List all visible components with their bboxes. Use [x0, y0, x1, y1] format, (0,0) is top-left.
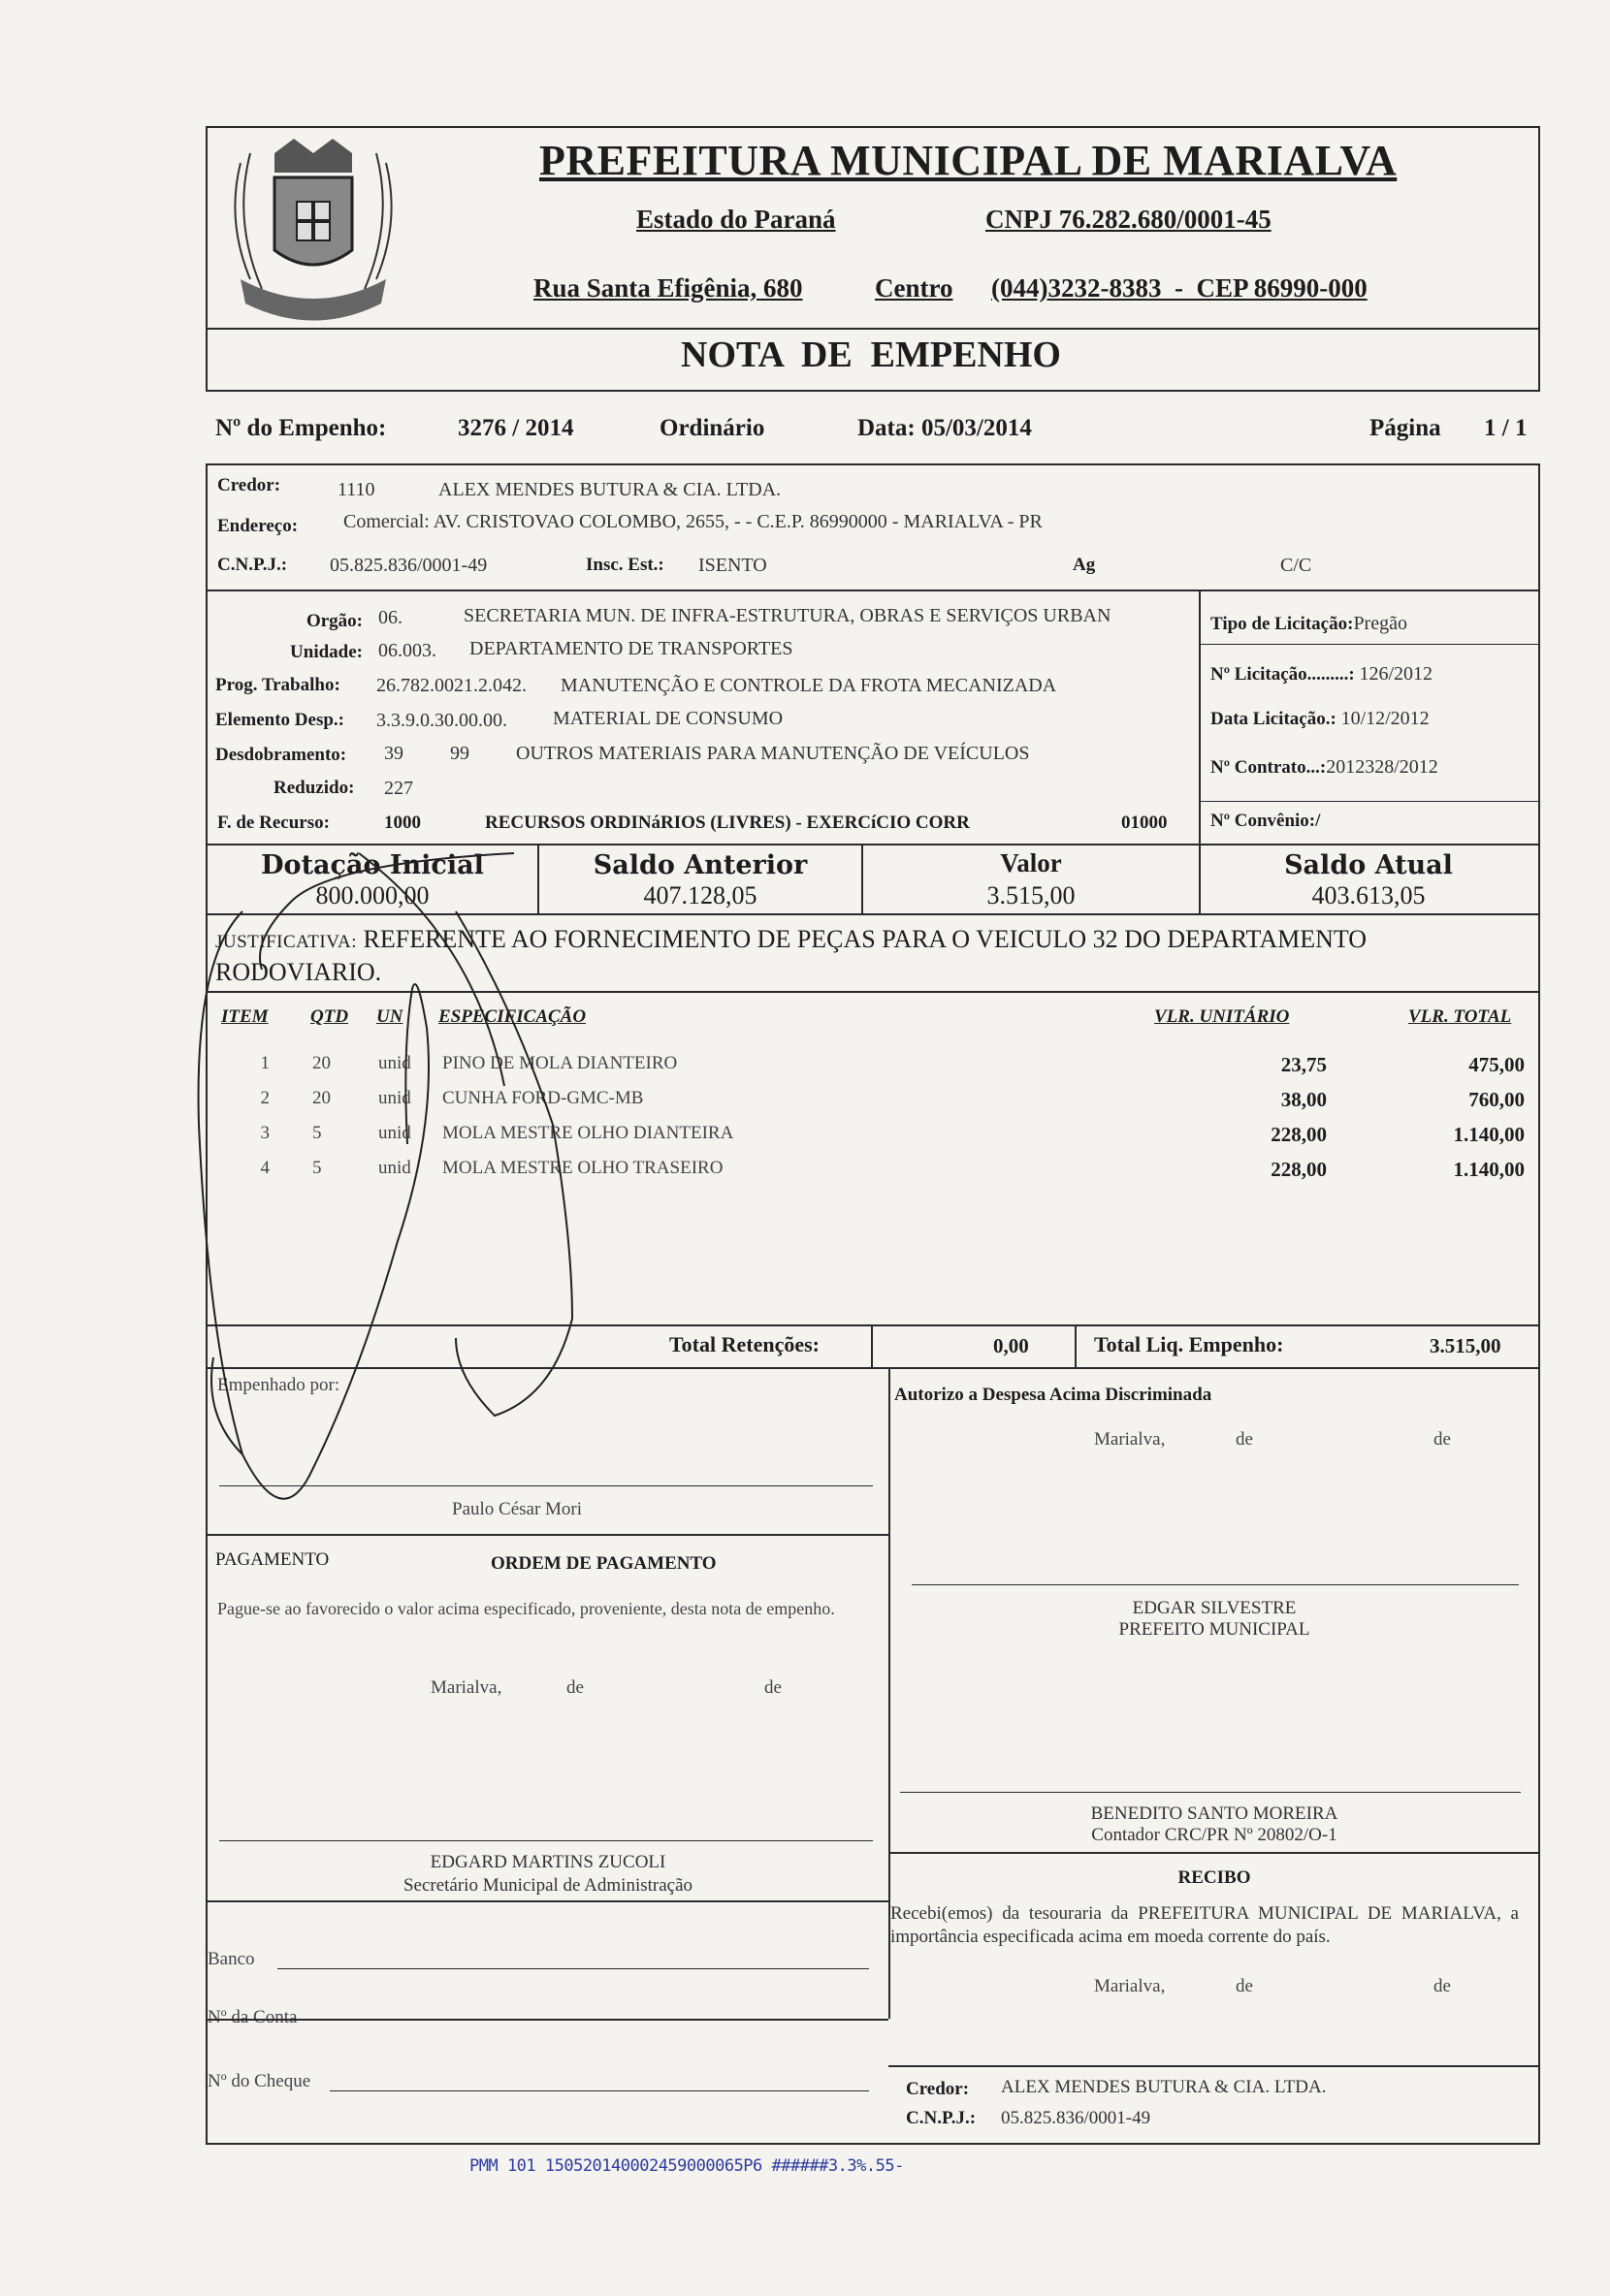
- autorizo-de1: de: [1236, 1429, 1253, 1450]
- divider: [888, 2065, 1538, 2067]
- total-liq-label: Total Liq. Empenho:: [1094, 1332, 1284, 1356]
- orgao-code: 06.: [378, 607, 402, 628]
- desdob-label: Desdobramento:: [215, 745, 347, 765]
- orgao-name: SECRETARIA MUN. DE INFRA-ESTRUTURA, OBRAS E SERVIÇOS URBAN: [464, 605, 1111, 626]
- cnpj-header: CNPJ 76.282.680/0001-45: [985, 205, 1272, 234]
- col-vlr-total: VLR. TOTAL: [1408, 1006, 1512, 1027]
- pagamento-marialva: Marialva,: [431, 1677, 502, 1698]
- item-especificacao: MOLA MESTRE OLHO TRASEIRO: [442, 1158, 724, 1178]
- phone-cep: (044)3232-8383 - CEP 86990-000: [991, 273, 1368, 303]
- contrato-value: 2012328/2012: [1326, 756, 1438, 778]
- prog-code: 26.782.0021.2.042.: [376, 675, 527, 696]
- recibo-de2: de: [1433, 1976, 1451, 1996]
- signature-line: [219, 1840, 873, 1841]
- item-vlr-unitario: 23,75: [1280, 1053, 1327, 1076]
- saldo-atual-label: Saldo Atual: [1284, 850, 1453, 880]
- valor-value: 3.515,00: [986, 881, 1076, 909]
- item-un: unid: [378, 1053, 411, 1073]
- desdob-sub: 99: [450, 743, 469, 764]
- tipo-licitacao-label-text: Tipo de Licitação:: [1210, 614, 1354, 634]
- num-licitacao-label-text: Nº Licitação.........:: [1210, 664, 1355, 685]
- item-number: 2: [260, 1088, 270, 1108]
- orgao-label: Orgão:: [306, 611, 363, 631]
- elemento-label: Elemento Desp.:: [215, 710, 344, 730]
- credor-cnpj: 05.825.836/0001-49: [330, 555, 488, 576]
- insc-label: Insc. Est.:: [586, 555, 664, 575]
- empenho-number: 3276 / 2014: [458, 415, 574, 441]
- machine-stamp: PMM 101 150520140002459000065P6 ######3.3%.55-: [469, 2156, 904, 2176]
- saldo-anterior-label: Saldo Anterior: [593, 850, 808, 880]
- pagamento-de2: de: [764, 1677, 782, 1698]
- total-liq-value: 3.515,00: [1430, 1334, 1501, 1357]
- num-licitacao-label: [1210, 663, 1433, 686]
- convenio-label: Nº Convênio:/: [1210, 811, 1321, 831]
- divider: [1199, 644, 1538, 645]
- item-vlr-unitario: 38,00: [1280, 1088, 1327, 1111]
- empenhado-nome: Paulo César Mori: [452, 1499, 583, 1519]
- cc-label: C/C: [1280, 555, 1312, 576]
- tipo-licitacao-value: Pregão: [1353, 613, 1407, 634]
- item-un: unid: [378, 1158, 411, 1178]
- saldo-atual-value: 403.613,05: [1311, 881, 1426, 909]
- valor-label: Valor: [1000, 848, 1062, 877]
- municipality-title: PREFEITURA MUNICIPAL DE MARIALVA: [539, 137, 1398, 184]
- pagamento-de1: de: [566, 1677, 584, 1698]
- credor-name: ALEX MENDES BUTURA & CIA. LTDA.: [438, 479, 782, 500]
- elemento-name: MATERIAL DE CONSUMO: [553, 708, 784, 729]
- item-vlr-total: 1.140,00: [1453, 1123, 1525, 1146]
- justificativa-text-line2: RODOVIARIO.: [215, 958, 382, 986]
- divider: [1075, 1324, 1077, 1367]
- divider: [206, 590, 1538, 591]
- prefeito-cargo: PREFEITO MUNICIPAL: [1118, 1619, 1310, 1640]
- saldo-anterior-value: 407.128,05: [643, 881, 757, 909]
- item-qtd: 5: [312, 1158, 322, 1178]
- empenho-number-label: Nº do Empenho:: [215, 415, 387, 441]
- desdob-code: 39: [384, 743, 403, 764]
- empenho-date: Data: 05/03/2014: [857, 415, 1032, 441]
- page-label: Página: [1369, 415, 1441, 441]
- conta-label: Nº da Conta: [208, 2007, 298, 2027]
- divider: [1199, 591, 1201, 844]
- unidade-code: 06.003.: [378, 640, 436, 661]
- recurso-label: F. de Recurso:: [217, 813, 330, 833]
- pagamento-text: Pague-se ao favorecido o valor acima especificado, proveniente, desta nota de empenho.: [217, 1599, 835, 1618]
- recurso-code: 1000: [384, 813, 421, 833]
- district: Centro: [875, 273, 953, 303]
- divider: [206, 2019, 888, 2021]
- data-licitacao-label-text: Data Licitação.:: [1210, 709, 1336, 729]
- num-licitacao-value: 126/2012: [1359, 663, 1433, 685]
- credor-cnpj-label: C.N.P.J.:: [217, 555, 288, 575]
- divider: [871, 1324, 873, 1367]
- cheque-line[interactable]: [330, 2090, 869, 2091]
- recibo-credor: ALEX MENDES BUTURA & CIA. LTDA.: [1001, 2077, 1327, 2097]
- contador-nome: BENEDITO SANTO MOREIRA: [1090, 1803, 1338, 1824]
- retencoes-label: Total Retenções:: [669, 1332, 820, 1356]
- recurso-name: RECURSOS ORDINáRIOS (LIVRES) - EXERCíCIO CORR: [485, 813, 970, 833]
- autorizo-de2: de: [1433, 1429, 1451, 1450]
- divider: [888, 1852, 1538, 1854]
- pagamento-label: PAGAMENTO: [215, 1549, 330, 1570]
- credor-label: Credor:: [217, 475, 281, 495]
- address: Rua Santa Efigênia, 680: [533, 273, 803, 303]
- prog-label: Prog. Trabalho:: [215, 675, 340, 695]
- divider: [1199, 801, 1538, 802]
- recurso-number: 01000: [1121, 813, 1168, 833]
- ag-label: Ag: [1073, 555, 1096, 575]
- col-item: ITEM: [221, 1006, 269, 1027]
- reduzido-label: Reduzido:: [274, 778, 355, 798]
- prog-name: MANUTENÇÃO E CONTROLE DA FROTA MECANIZADA: [561, 675, 1057, 696]
- data-licitacao-label: [1210, 708, 1430, 730]
- page-number: 1 / 1: [1484, 415, 1528, 441]
- unidade-label: Unidade:: [290, 642, 363, 662]
- dotacao-inicial-value: 800.000,00: [315, 881, 430, 909]
- cheque-label: Nº do Cheque: [208, 2071, 311, 2091]
- banco-line[interactable]: [277, 1968, 869, 1969]
- item-especificacao: MOLA MESTRE OLHO DIANTEIRA: [442, 1123, 734, 1143]
- item-vlr-total: 475,00: [1468, 1053, 1525, 1076]
- item-vlr-total: 760,00: [1468, 1088, 1525, 1111]
- reduzido-value: 227: [384, 778, 413, 799]
- empenho-type: Ordinário: [660, 415, 765, 441]
- justificativa-text: REFERENTE AO FORNECIMENTO DE PEÇAS PARA O VEICULO 32 DO DEPARTAMENTO: [363, 925, 1368, 953]
- item-qtd: 20: [312, 1053, 331, 1073]
- retencoes-value: 0,00: [993, 1334, 1029, 1357]
- recibo-credor-label: Credor:: [906, 2079, 970, 2099]
- col-especificacao: ESPECIFICAÇÃO: [438, 1006, 587, 1027]
- secretario-nome: EDGARD MARTINS ZUCOLI: [430, 1852, 666, 1872]
- dotacao-inicial-label: Dotação Inicial: [261, 850, 484, 880]
- credor-code: 1110: [338, 479, 375, 500]
- item-especificacao: CUNHA FORD-GMC-MB: [442, 1088, 644, 1108]
- item-especificacao: PINO DE MOLA DIANTEIRO: [442, 1053, 678, 1073]
- item-qtd: 5: [312, 1123, 322, 1143]
- item-qtd: 20: [312, 1088, 331, 1108]
- contador-cargo: Contador CRC/PR Nº 20802/O-1: [1091, 1825, 1337, 1845]
- recibo-de1: de: [1236, 1976, 1253, 1996]
- item-vlr-unitario: 228,00: [1271, 1123, 1327, 1146]
- recibo-cnpj-label: C.N.P.J.:: [906, 2108, 977, 2128]
- item-number: 3: [260, 1123, 270, 1143]
- ordem-pagamento: ORDEM DE PAGAMENTO: [491, 1553, 717, 1574]
- col-qtd: QTD: [310, 1006, 349, 1027]
- handwritten-signature: [184, 834, 689, 1551]
- desdob-name: OUTROS MATERIAIS PARA MANUTENÇÃO DE VEÍCULOS: [516, 743, 1030, 764]
- signature-line: [900, 1792, 1521, 1793]
- document-title: NOTA DE EMPENHO: [681, 335, 1061, 375]
- item-un: unid: [378, 1123, 411, 1143]
- elemento-code: 3.3.9.0.30.00.00.: [376, 710, 507, 731]
- justificativa-label: JUSTIFICATIVA:: [215, 932, 358, 952]
- item-vlr-total: 1.140,00: [1453, 1158, 1525, 1181]
- col-vlr-unitario: VLR. UNITÁRIO: [1154, 1006, 1290, 1027]
- col-un: UN: [376, 1006, 403, 1027]
- data-licitacao-value: 10/12/2012: [1340, 708, 1430, 729]
- unidade-name: DEPARTAMENTO DE TRANSPORTES: [469, 638, 793, 659]
- signature-line: [912, 1584, 1519, 1585]
- banco-label: Banco: [208, 1949, 255, 1969]
- item-vlr-unitario: 228,00: [1271, 1158, 1327, 1181]
- endereco-value: Comercial: AV. CRISTOVAO COLOMBO, 2655, - - C.E.P. 86990000 - MARIALVA - PR: [343, 511, 1043, 532]
- endereco-label: Endereço:: [217, 516, 299, 536]
- state-name: Estado do Paraná: [636, 205, 836, 234]
- insc-value: ISENTO: [698, 555, 767, 576]
- recibo-text: Recebi(emos) da tesouraria da PREFEITURA MUNICIPAL DE MARIALVA, a importância especificada acima em moeda corrente do país.: [890, 1903, 1519, 1947]
- contrato-label-text: Nº Contrato...:: [1210, 757, 1327, 778]
- item-number: 4: [260, 1158, 270, 1178]
- recibo-marialva: Marialva,: [1094, 1976, 1166, 1996]
- secretario-cargo: Secretário Municipal de Administração: [402, 1875, 693, 1896]
- divider: [206, 1900, 888, 1902]
- prefeito-nome: EDGAR SILVESTRE: [1132, 1598, 1297, 1618]
- item-number: 1: [260, 1053, 270, 1073]
- recibo-title: RECIBO: [1177, 1867, 1251, 1888]
- item-un: unid: [378, 1088, 411, 1108]
- recibo-cnpj: 05.825.836/0001-49: [1001, 2108, 1151, 2128]
- tipo-licitacao-label: [1210, 613, 1407, 635]
- autorizo-marialva: Marialva,: [1094, 1429, 1166, 1450]
- contrato-label: [1210, 756, 1438, 779]
- empenhado-label: Empenhado por:: [217, 1375, 340, 1395]
- autorizo-text: Autorizo a Despesa Acima Discriminada: [894, 1385, 1212, 1405]
